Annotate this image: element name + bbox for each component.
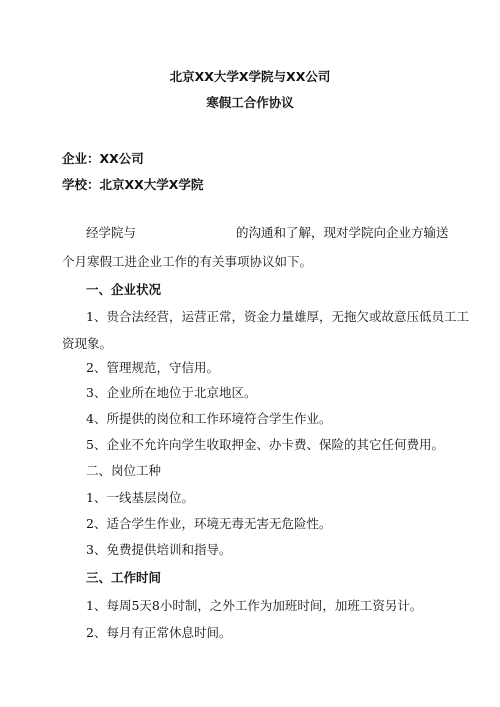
- party-school: 学校：北京XX大学X学院: [62, 177, 204, 192]
- clause-text: 2、适合学生作业，环境无毒无害无危险性。: [86, 516, 332, 531]
- clause-text: 1、每周5天8小时制，之外工作为加班时间，加班工资另计。: [86, 598, 423, 613]
- clause-text: 5、企业不允许向学生收取押金、办卡费、保险的其它任何费用。: [86, 437, 444, 452]
- clause-text: 2、管理规范，守信用。: [86, 360, 219, 375]
- clause-text: 1、一线基层岗位。: [86, 490, 194, 505]
- document-subtitle: 寒假工合作协议: [206, 95, 294, 110]
- document-title: 北京XX大学X学院与XX公司: [169, 69, 331, 84]
- party-company: 企业：XX公司: [62, 151, 144, 166]
- section-heading-company-status: 一、企业状况: [86, 282, 162, 297]
- intro-text-part1: 经学院与: [86, 225, 137, 240]
- section-heading-job-types: 二、岗位工种: [86, 463, 162, 478]
- clause-text: 4、所提供的岗位和工作环境符合学生作业。: [86, 411, 332, 426]
- clause-text: 2、每月有正常休息时间。: [86, 625, 232, 640]
- clause-text: 1、贵合法经营，运营正常，资金力量雄厚，无拖欠或故意压低员工工: [86, 309, 469, 324]
- clause-text: 资现象。: [62, 336, 113, 351]
- intro-text-part2: 的沟通和了解，现对学院向企业方输送: [236, 225, 449, 240]
- clause-text: 3、企业所在地位于北京地区。: [86, 385, 257, 400]
- intro-text-part3: 个月寒假工进企业工作的有关事项协议如下。: [62, 254, 313, 269]
- clause-text: 3、免费提供培训和指导。: [86, 542, 232, 557]
- section-heading-work-hours: 三、工作时间: [86, 570, 162, 585]
